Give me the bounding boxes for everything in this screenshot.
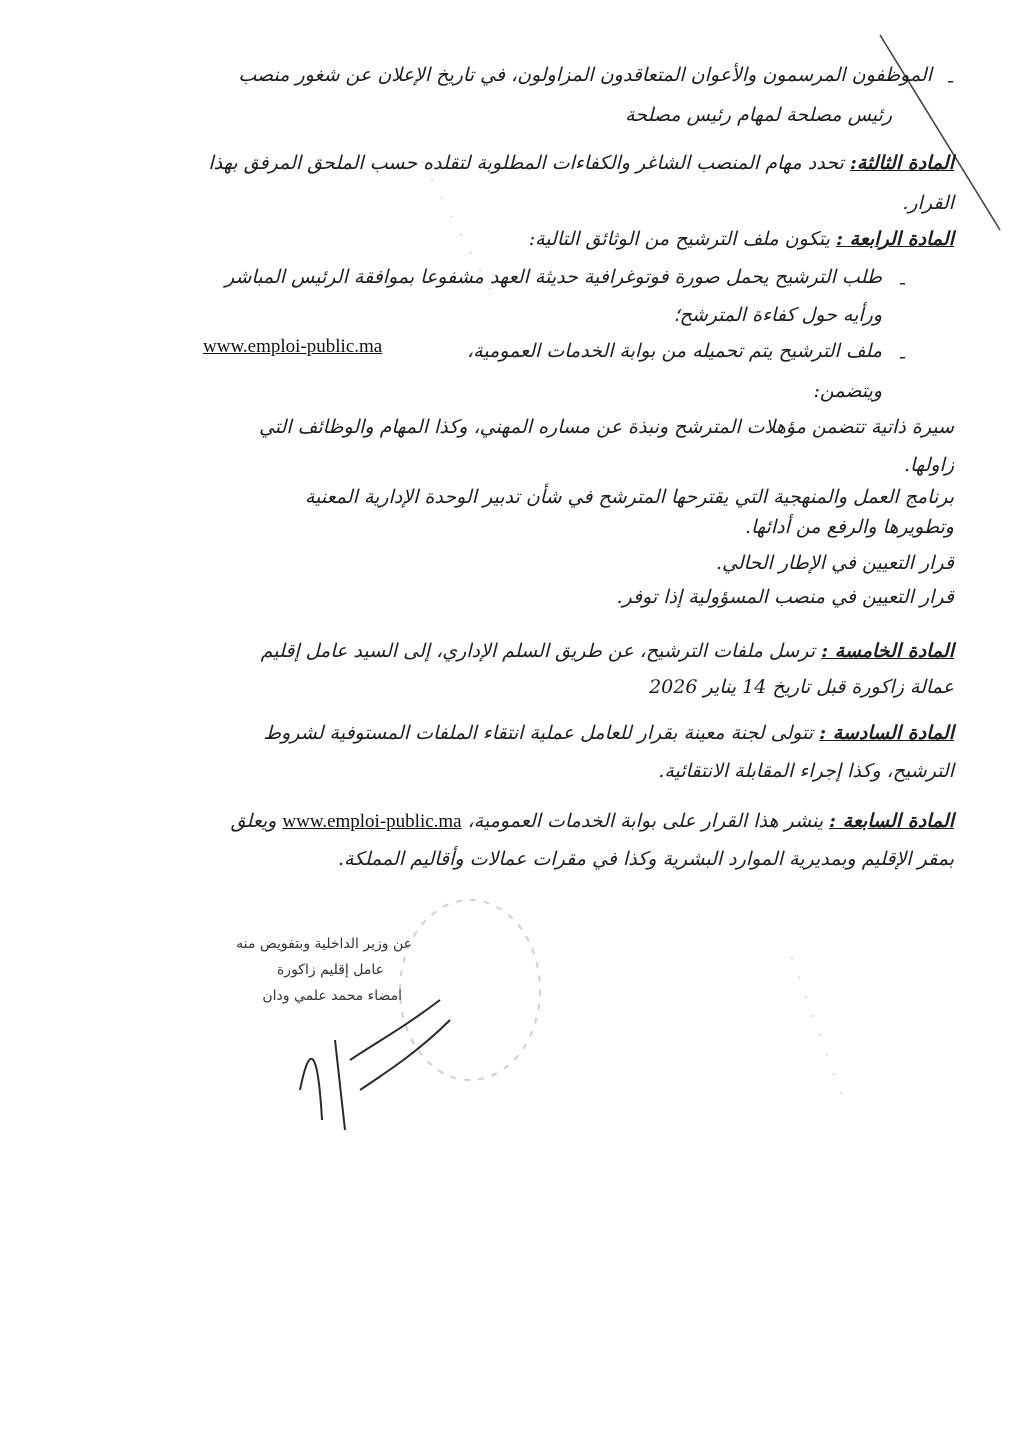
- text-span: تحدد مهام المنصب الشاغر والكفاءات المطلوبة لتقلده حسب الملحق المرفق بهذا: [208, 152, 844, 174]
- article-5-line: [261, 640, 954, 662]
- text-line: ملف الترشيح يتم تحميله من بوابة الخدمات العمومية،: [467, 340, 882, 362]
- article-6-heading: المادة السادسة :: [819, 722, 954, 744]
- article-4-heading: المادة الرابعة :: [836, 228, 954, 250]
- dash-bullet: -: [899, 272, 906, 294]
- article-7-line: [231, 810, 954, 833]
- signature-line-3: امضاء محمد علمي ودان: [262, 988, 402, 1004]
- text-line: قرار التعيين في منصب المسؤولية إذا توفر.: [616, 586, 954, 608]
- round-stamp: [400, 900, 540, 1080]
- text-line: بمقر الإقليم وبمديرية الموارد البشرية وكذا في مقرات عمالات وأقاليم المملكة.: [338, 848, 954, 870]
- text-span: ويعلق: [230, 810, 277, 832]
- article-5-heading: المادة الخامسة :: [821, 640, 954, 662]
- signature-line-2: عامل إقليم زاكورة: [276, 962, 384, 978]
- text-line: طلب الترشيح يحمل صورة فوتوغرافية حديثة العهد مشفوعا بموافقة الرئيس المباشر: [225, 266, 882, 288]
- watermark-1: · · · · · · · ·: [414, 156, 499, 298]
- emploi-public-link[interactable]: www.emploi-public.ma: [203, 336, 383, 357]
- signature-line-1: عن وزير الداخلية وبتفويض منه: [236, 936, 412, 952]
- text-line: قرار التعيين في الإطار الحالي.: [716, 552, 954, 574]
- dash-bullet: -: [899, 346, 906, 368]
- text-line: ويتضمن:: [813, 380, 882, 402]
- text-line: برنامج العمل والمنهجية التي يقترحها المترشح في شأن تدبير الوحدة الإدارية المعنية: [304, 486, 954, 508]
- handwritten-signature: [300, 1000, 450, 1130]
- article-3-heading: المادة الثالثة:: [849, 152, 954, 174]
- article-6-line: [264, 722, 954, 744]
- watermark-2: · · · · · · · ·: [783, 952, 850, 1102]
- article-3-line: [208, 152, 954, 174]
- emploi-public-link[interactable]: www.emploi-public.ma: [282, 811, 462, 832]
- text-line: الترشيح، وكذا إجراء المقابلة الانتقائية.: [658, 760, 954, 782]
- article-7-heading: المادة السابعة :: [829, 810, 954, 832]
- text-span: تتولى لجنة معينة بقرار للعامل عملية انتقاء الملفات المستوفية لشروط: [263, 722, 814, 744]
- text-line: عمالة زاكورة قبل تاريخ 14 يناير 2026: [649, 676, 954, 698]
- text-span: يتكون ملف الترشيح من الوثائق التالية:: [528, 228, 830, 250]
- article-4-line: [529, 228, 954, 250]
- text-line: سيرة ذاتية تتضمن مؤهلات المترشح ونبذة عن مساره المهني، وكذا المهام والوظائف التي: [258, 416, 954, 438]
- text-span: ينشر هذا القرار على بوابة الخدمات العمومية،: [467, 810, 823, 832]
- text-line: وتطويرها والرفع من أدائها.: [744, 516, 954, 538]
- text-line: رئيس مصلحة لمهام رئيس مصلحة: [625, 104, 892, 126]
- text-line: زاولها.: [903, 454, 954, 476]
- text-line: ورأيه حول كفاءة المترشح؛: [673, 304, 882, 326]
- text-line: القرار.: [902, 192, 954, 214]
- dash-bullet: -: [947, 70, 954, 92]
- text-line: الموظفون المرسمون والأعوان المتعاقدون المزاولون، في تاريخ الإعلان عن شغور منصب: [238, 64, 932, 86]
- text-span: ترسل ملفات الترشيح، عن طريق السلم الإداري، إلى السيد عامل إقليم: [260, 640, 816, 662]
